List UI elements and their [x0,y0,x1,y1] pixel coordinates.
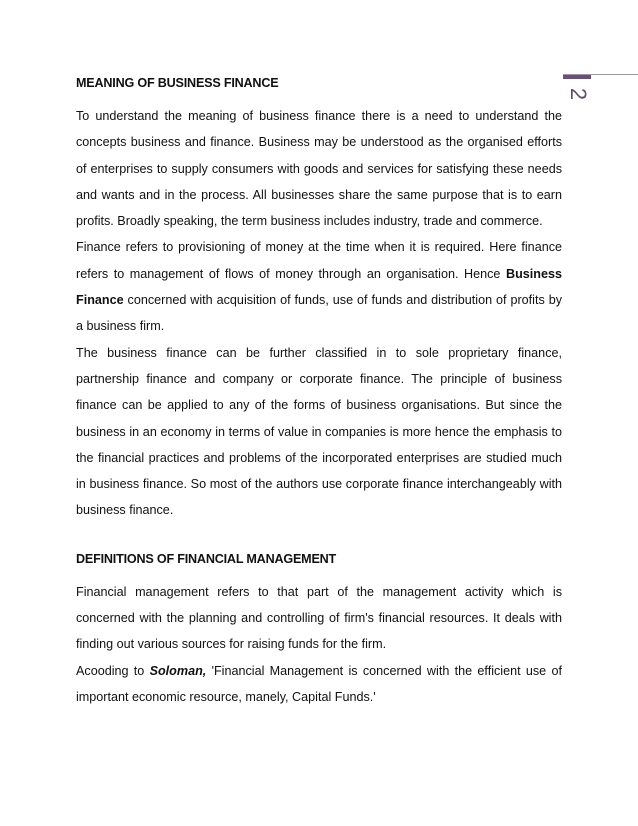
paragraph-text: concerned with acquisition of funds, use of funds and distribution of profits by a business firm. [76,293,562,334]
page-number: 2 [566,87,591,101]
paragraph [76,234,562,339]
paragraph-text: Acooding to [76,663,150,678]
section-heading-definitions: DEFINITIONS OF FINANCIAL MANAGEMENT [76,551,337,566]
paragraph: To understand the meaning of business finance there is a need to understand the concepts business and finance. Business may be understood as the organised efforts of enterprises to supply consumers with goods and services for satisfying these needs and wants and in the process. All businesses share the same purpose that is to earn profits. Broadly speaking, the term business includes industry, trade and commerce. [76,109,562,229]
section-heading-meaning: MEANING OF BUSINESS FINANCE [76,76,279,90]
paragraph-text: 'Financial Management is concerned with the efficient use of important economic resource, manely, Capital Funds.' [76,663,562,704]
paragraph-text: Finance refers to provisioning of money at the time when it is required. Here finance refers to management of flows of money through an organisation. Hence [76,240,562,281]
paragraph: Financial management refers to that part of the management activity which is concerned with the planning and controlling of firm's financial resources. It deals with finding out various sources for raising funds for the firm. [76,584,562,652]
author-name: Soloman, [149,663,207,678]
section-spacer [76,524,562,550]
bold-term: Business Finance [76,266,563,308]
paragraph: The business finance can be further classified in to sole proprietary finance, partnership finance and company or corporate finance. The principle of business finance can be applied to any of the forms of business organisations. But since the business in an economy in terms of value in companies is more hence the emphasis to the financial practices and problems of the incorporated enterprises are studied much in business finance. So most of the authors use corporate finance interchangeably with business finance. [76,345,562,518]
document-body [76,74,562,710]
paragraph [76,658,562,711]
page-number-accent [563,75,591,79]
